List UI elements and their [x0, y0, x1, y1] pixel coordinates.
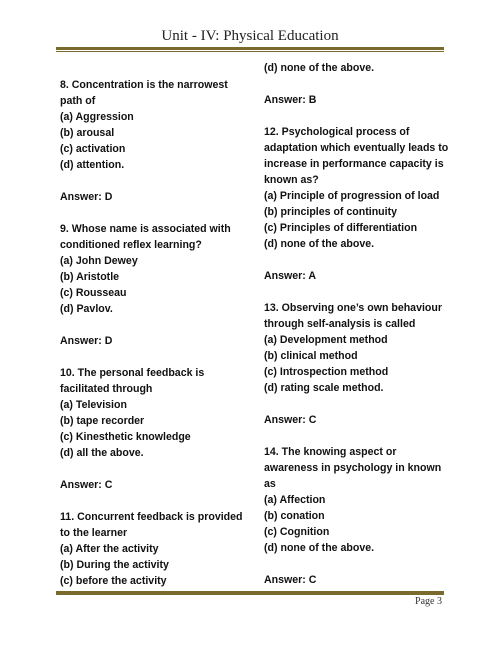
option-line: (c) Cognition	[264, 526, 330, 538]
blank-line	[60, 205, 245, 221]
answer-line: Answer: B	[264, 94, 317, 106]
answer-line: Answer: C	[264, 574, 317, 586]
option-line: (d) Pavlov.	[60, 303, 113, 315]
option-line: (d) rating scale method.	[264, 382, 384, 394]
blank-line	[60, 173, 245, 189]
option-line: (a) Aggression	[60, 111, 134, 123]
option-line: (d) all the above.	[60, 447, 144, 459]
text-line: as	[264, 478, 276, 490]
option-line: (d) none of the above.	[264, 542, 375, 554]
option-line: (a) Principle of progression of load	[264, 190, 440, 202]
blank-line	[264, 428, 449, 444]
option-line: (c) Kinesthetic knowledge	[60, 431, 191, 443]
blank-line	[264, 556, 449, 572]
question-line: 11. Concurrent feedback is provided	[60, 511, 243, 523]
option-line: (b) tape recorder	[60, 415, 145, 427]
option-line: (d) none of the above.	[264, 238, 375, 250]
question-line: 8. Concentration is the narrowest	[60, 79, 228, 91]
blank-line	[60, 461, 245, 477]
text-line: to the learner	[60, 527, 128, 539]
answer-line: Answer: D	[60, 335, 113, 347]
question-line: 10. The personal feedback is	[60, 367, 205, 379]
option-line: (d) none of the above.	[264, 62, 375, 74]
option-line: (a) After the activity	[60, 543, 159, 555]
answer-line: Answer: C	[60, 479, 113, 491]
text-line: conditioned reflex learning?	[60, 239, 202, 251]
blank-line	[60, 493, 245, 509]
page-header-title: Unit - IV: Physical Education	[161, 28, 339, 44]
option-line: (c) Principles of differentiation	[264, 222, 418, 234]
option-line: (a) Television	[60, 399, 127, 411]
option-line: (c) activation	[60, 143, 126, 155]
blank-line	[264, 396, 449, 412]
option-line: (b) arousal	[60, 127, 115, 139]
text-line: increase in performance capacity is	[264, 158, 444, 170]
option-line: (b) Aristotle	[60, 271, 120, 283]
option-line: (a) Affection	[264, 494, 326, 506]
text-line: awareness in psychology in known	[264, 462, 442, 474]
blank-line	[60, 349, 245, 365]
answer-line: Answer: D	[60, 191, 113, 203]
right-column	[264, 60, 449, 588]
blank-line	[264, 108, 449, 124]
option-line: (d) attention.	[60, 159, 125, 171]
question-line: 14. The knowing aspect or	[264, 446, 397, 458]
left-column	[60, 77, 245, 589]
text-line: path of	[60, 95, 96, 107]
blank-line	[264, 76, 449, 92]
page-number: Page 3	[415, 596, 442, 607]
answer-line: Answer: A	[264, 270, 316, 282]
header-rule	[56, 47, 444, 52]
blank-line	[60, 317, 245, 333]
footer-rule	[56, 590, 444, 595]
text-line: adaptation which eventually leads to	[264, 142, 449, 154]
option-line: (c) before the activity	[60, 575, 167, 587]
text-line: known as?	[264, 174, 319, 186]
option-line: (b) clinical method	[264, 350, 358, 362]
option-line: (a) John Dewey	[60, 255, 138, 267]
option-line: (b) conation	[264, 510, 325, 522]
question-line: 12. Psychological process of	[264, 126, 410, 138]
answer-line: Answer: C	[264, 414, 317, 426]
option-line: (c) Rousseau	[60, 287, 127, 299]
option-line: (b) principles of continuity	[264, 206, 398, 218]
question-line: 9. Whose name is associated with	[60, 223, 231, 235]
option-line: (b) During the activity	[60, 559, 169, 571]
text-line: facilitated through	[60, 383, 153, 395]
option-line: (a) Development method	[264, 334, 388, 346]
option-line: (c) Introspection method	[264, 366, 389, 378]
question-line: 13. Observing one’s own behaviour	[264, 302, 442, 314]
blank-line	[264, 252, 449, 268]
blank-line	[264, 284, 449, 300]
text-line: through self-analysis is called	[264, 318, 416, 330]
